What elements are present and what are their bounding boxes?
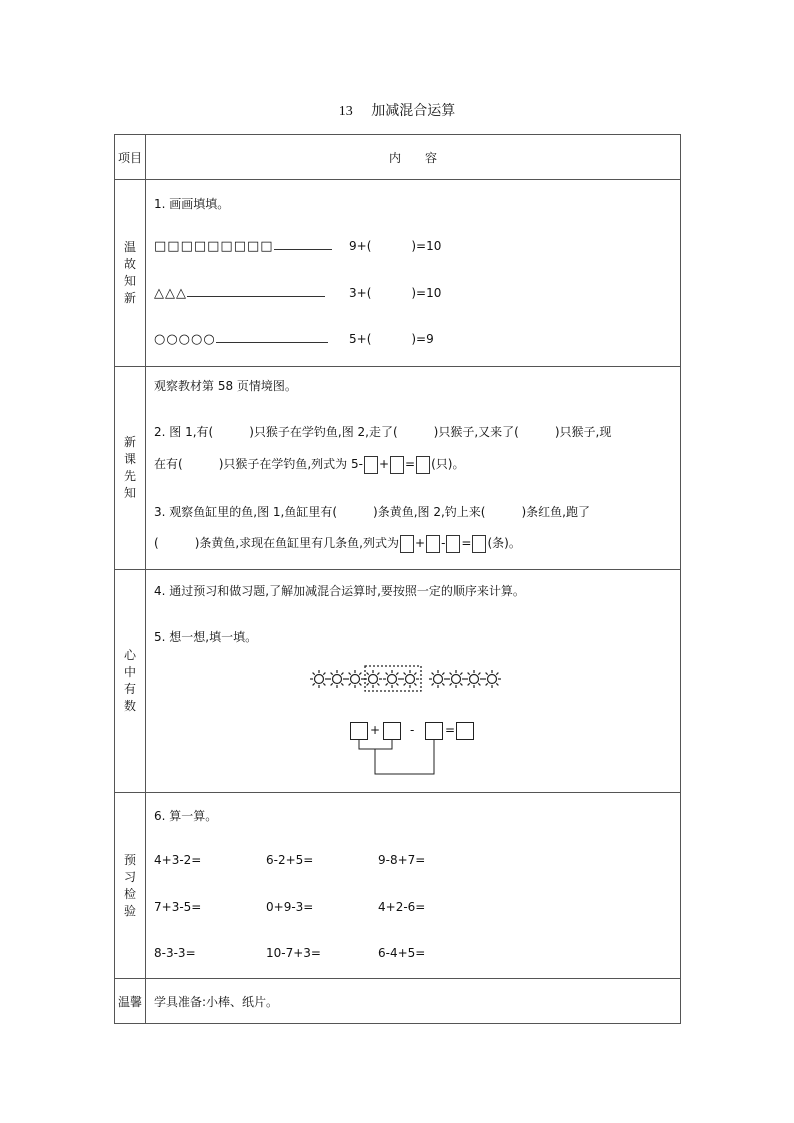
header-content: 内 容	[388, 150, 437, 165]
new-label: 新课先知	[123, 435, 136, 500]
sun-icon	[447, 670, 465, 688]
equation-diagram	[350, 722, 490, 777]
review-row-1	[154, 238, 332, 254]
equals-sign: =	[461, 536, 472, 550]
new-label-cell	[115, 367, 146, 570]
sun-icon	[328, 670, 346, 688]
sun-icon	[483, 670, 501, 688]
header-item-cell	[115, 135, 146, 180]
plus-sign: +	[378, 457, 390, 471]
answer-box[interactable]	[400, 535, 414, 553]
heart-label-cell	[115, 570, 146, 793]
bracket-lines	[350, 739, 450, 777]
text: (	[154, 536, 159, 550]
problem: 10-7+3=	[266, 946, 321, 960]
problem: 4+3-2=	[154, 853, 202, 867]
problem: 7+3-5=	[154, 900, 202, 914]
answer-box[interactable]	[472, 535, 486, 553]
answer-box[interactable]	[364, 456, 378, 474]
text: )只猴子在学钓鱼,列式为 5-	[218, 457, 363, 471]
check-label-cell	[115, 793, 146, 979]
question-1: 1. 画画填填。	[154, 197, 230, 211]
equals-sign: =	[445, 723, 456, 737]
answer-box[interactable]	[390, 456, 404, 474]
answer-box[interactable]	[350, 722, 368, 740]
answer-line-3[interactable]	[216, 331, 328, 343]
text: 2. 图 1,有(	[154, 425, 214, 439]
heart-label: 心中有数	[123, 648, 136, 713]
problem: 9-8+7=	[378, 853, 426, 867]
plus-sign: +	[415, 536, 426, 550]
question-2-line-2	[154, 455, 464, 474]
eq-left: 5+(	[349, 332, 372, 346]
eq-right: )=9	[411, 332, 434, 346]
new-content	[146, 367, 681, 570]
tips-content	[146, 979, 681, 1024]
check-label: 预习检验	[123, 852, 136, 918]
answer-box[interactable]	[426, 535, 440, 553]
eq-right: )=10	[411, 239, 442, 253]
check-content	[146, 793, 681, 979]
tips-text: 学具准备:小棒、纸片。	[154, 994, 279, 1009]
problem: 6-4+5=	[378, 946, 426, 960]
question-5: 5. 想一想,填一填。	[154, 630, 258, 644]
answer-line-2[interactable]	[187, 285, 325, 297]
eq-left: 9+(	[349, 239, 372, 253]
answer-box[interactable]	[416, 456, 430, 474]
problem: 8-3-3=	[154, 946, 196, 960]
question-3-line-1	[154, 503, 590, 520]
review-row-3	[154, 331, 328, 347]
text: )条红鱼,跑了	[521, 505, 590, 519]
problem: 4+2-6=	[378, 900, 426, 914]
answer-line-1[interactable]	[274, 238, 332, 250]
squares-shapes: □□□□□□□□□	[154, 239, 274, 254]
worksheet-title	[0, 100, 794, 120]
minus-sign: -	[441, 536, 446, 550]
sun-icon	[401, 670, 419, 688]
text: 在有(	[154, 457, 183, 471]
question-6: 6. 算一算。	[154, 809, 218, 823]
review-label-cell	[115, 180, 146, 367]
intro-text: 观察教材第 58 页情境图。	[154, 379, 297, 393]
sun-figure	[306, 665, 516, 695]
heart-content	[146, 570, 681, 793]
answer-box[interactable]	[446, 535, 460, 553]
review-row-2	[154, 285, 325, 301]
problem: 6-2+5=	[266, 853, 314, 867]
sun-icon	[310, 670, 328, 688]
review-eq-2	[349, 286, 441, 300]
answer-box[interactable]	[456, 722, 474, 740]
text: )只猴子在学钓鱼,图 2,走了(	[249, 425, 398, 439]
sun-icon	[383, 670, 401, 688]
sun-icon	[465, 670, 483, 688]
question-4: 4. 通过预习和做习题,了解加减混合运算时,要按照一定的顺序来计算。	[154, 584, 525, 598]
tips-label-cell	[115, 979, 146, 1024]
eq-left: 3+(	[349, 286, 372, 300]
worksheet-table	[114, 134, 681, 1024]
sun-icon	[429, 670, 447, 688]
answer-box[interactable]	[383, 722, 401, 740]
review-content	[146, 180, 681, 367]
unit: (条)。	[487, 536, 521, 550]
text: 3. 观察鱼缸里的鱼,图 1,鱼缸里有(	[154, 505, 338, 519]
question-2-line-1	[154, 423, 611, 440]
lesson-number: 13	[338, 104, 353, 119]
eq-right: )=10	[411, 286, 442, 300]
circles-shapes: ○○○○○	[154, 332, 216, 347]
header-item: 项目	[117, 150, 142, 165]
text: )条黄鱼,图 2,钓上来(	[373, 505, 486, 519]
minus-sign: -	[410, 723, 415, 737]
equals-sign: =	[405, 457, 416, 471]
unit: (只)。	[431, 457, 465, 471]
triangles-shapes: △△△	[154, 286, 187, 301]
text: )条黄鱼,求现在鱼缸里有几条鱼,列式为	[194, 536, 399, 550]
question-3-line-2	[154, 534, 521, 553]
text: )只猴子,现	[554, 425, 612, 439]
review-eq-3	[349, 332, 434, 346]
sun-icon	[346, 670, 364, 688]
lesson-title: 加减混合运算	[371, 103, 456, 119]
text: )只猴子,又来了(	[433, 425, 519, 439]
review-label: 温故知新	[123, 240, 136, 305]
tips-label: 温馨	[117, 994, 142, 1009]
header-content-cell	[146, 135, 681, 180]
answer-box[interactable]	[425, 722, 443, 740]
problem: 0+9-3=	[266, 900, 314, 914]
plus-sign: +	[370, 723, 381, 737]
sun-icon	[364, 670, 382, 688]
review-eq-1	[349, 239, 441, 253]
